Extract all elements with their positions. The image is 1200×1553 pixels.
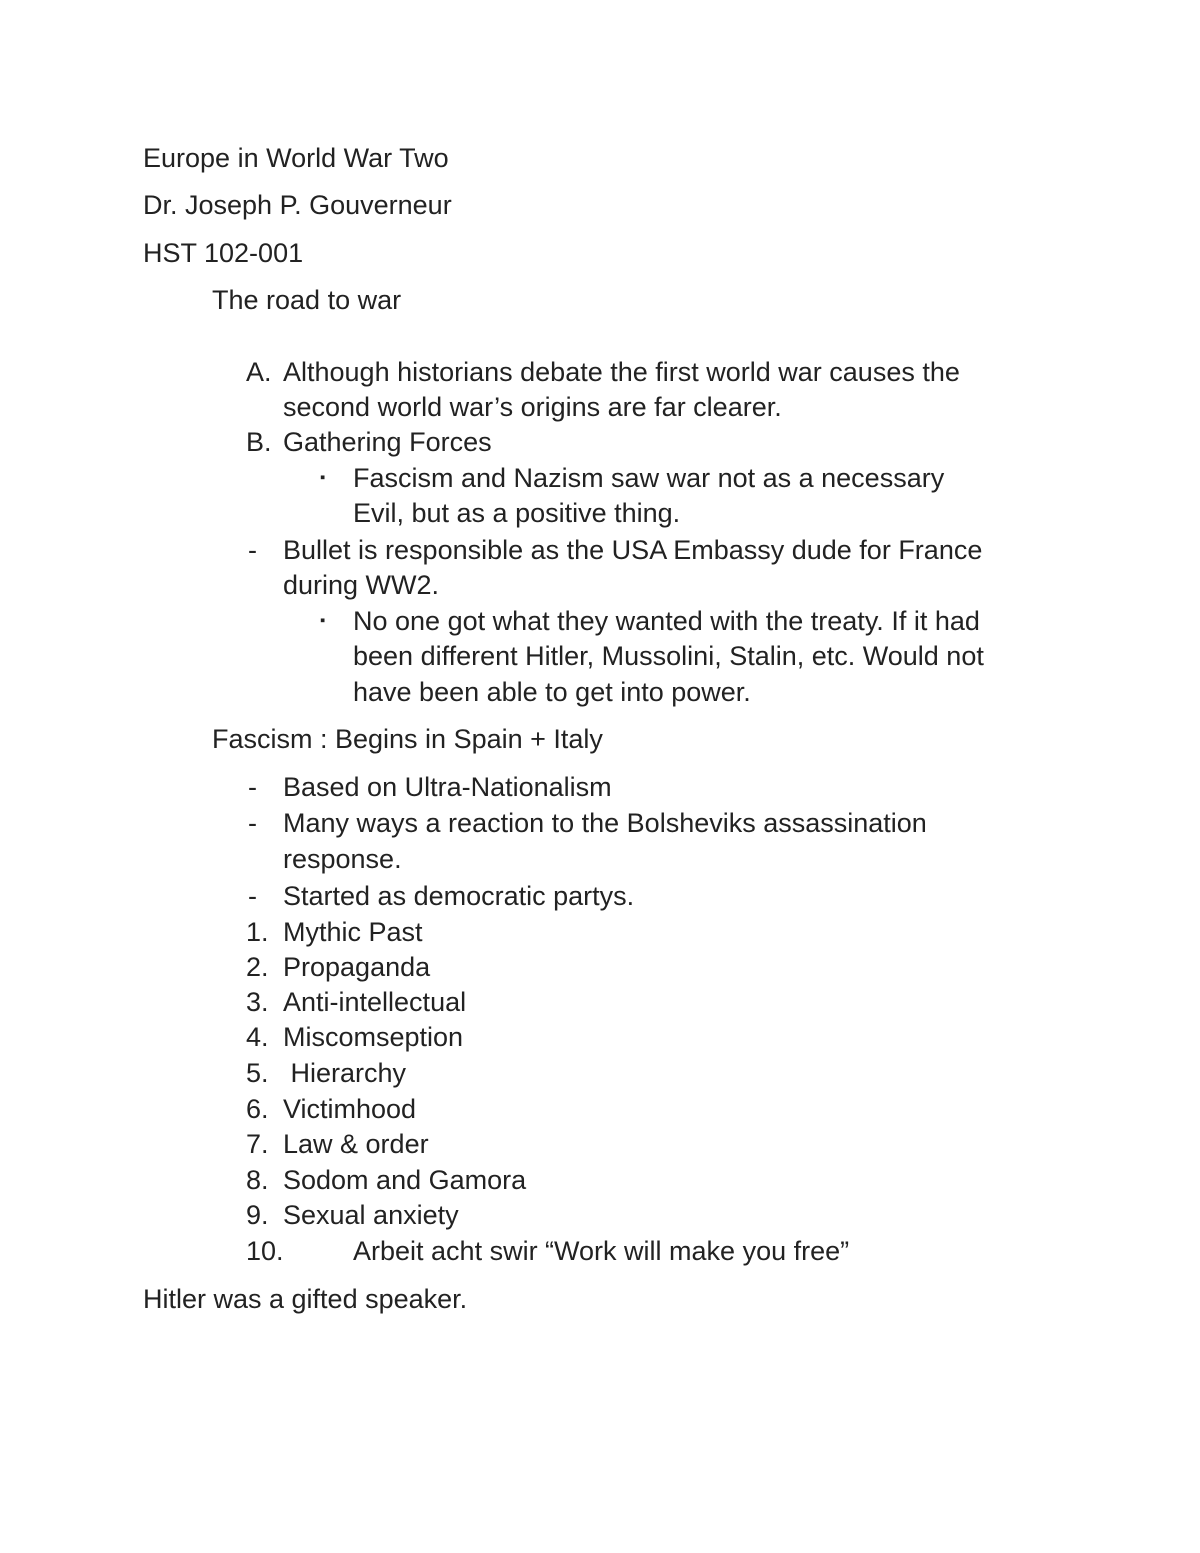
numbered-item-text: Sodom and Gamora [283,1165,527,1195]
number-marker: 4. [246,1022,269,1052]
sub-bullet-text: have been able to get into power. [353,677,751,707]
dash-marker: - [248,772,257,802]
closing-statement: Hitler was a gifted speaker. [143,1284,468,1314]
dash-item-text: during WW2. [283,570,440,600]
number-marker: 8. [246,1165,269,1195]
number-marker: 6. [246,1094,269,1124]
list-item-text: second world war’s origins are far clearer. [283,392,782,422]
dash-marker: - [248,808,257,838]
section-heading-fascism: Fascism : Begins in Spain + Italy [212,724,603,754]
dash-marker: - [248,535,257,565]
course-code: HST 102-001 [143,238,304,268]
dash-item-text: Many ways a reaction to the Bolsheviks assassination [283,808,927,838]
numbered-item-text: Law & order [283,1129,429,1159]
numbered-item-text: Miscomseption [283,1022,464,1052]
numbered-item-text: Hierarchy [283,1058,407,1088]
section-heading-road-to-war: The road to war [212,285,402,315]
list-marker: B. [246,427,272,457]
sub-bullet-text: Fascism and Nazism saw war not as a necessary [353,463,945,493]
dash-item-text: Bullet is responsible as the USA Embassy dude for France [283,535,983,565]
numbered-item-text: Arbeit acht swir “Work will make you free” [353,1236,850,1266]
number-marker: 9. [246,1200,269,1230]
numbered-item-text: Anti-intellectual [283,987,467,1017]
sub-bullet-text: Evil, but as a positive thing. [353,498,681,528]
square-bullet-icon: ▪ [320,612,326,629]
sub-bullet-text: been different Hitler, Mussolini, Stalin, etc. Would not [353,641,984,671]
list-marker: A. [246,357,272,387]
numbered-item-text: Mythic Past [283,917,423,947]
numbered-item-text: Sexual anxiety [283,1200,459,1230]
number-marker: 2. [246,952,269,982]
dash-item-text: Based on Ultra-Nationalism [283,772,612,802]
number-marker: 1. [246,917,269,947]
course-title: Europe in World War Two [143,143,449,173]
sub-bullet-text: No one got what they wanted with the treaty. If it had [353,606,980,636]
number-marker: 7. [246,1129,269,1159]
list-item-text: Gathering Forces [283,427,492,457]
dash-marker: - [248,881,257,911]
numbered-item-text: Victimhood [283,1094,417,1124]
number-marker: 3. [246,987,269,1017]
number-marker: 5. [246,1058,269,1088]
dash-item-text: Started as democratic partys. [283,881,635,911]
numbered-item-text: Propaganda [283,952,431,982]
list-item-text: Although historians debate the first world war causes the [283,357,960,387]
dash-item-text: response. [283,844,402,874]
number-marker: 10. [246,1236,284,1266]
instructor-name: Dr. Joseph P. Gouverneur [143,190,452,220]
square-bullet-icon: ▪ [320,469,326,486]
